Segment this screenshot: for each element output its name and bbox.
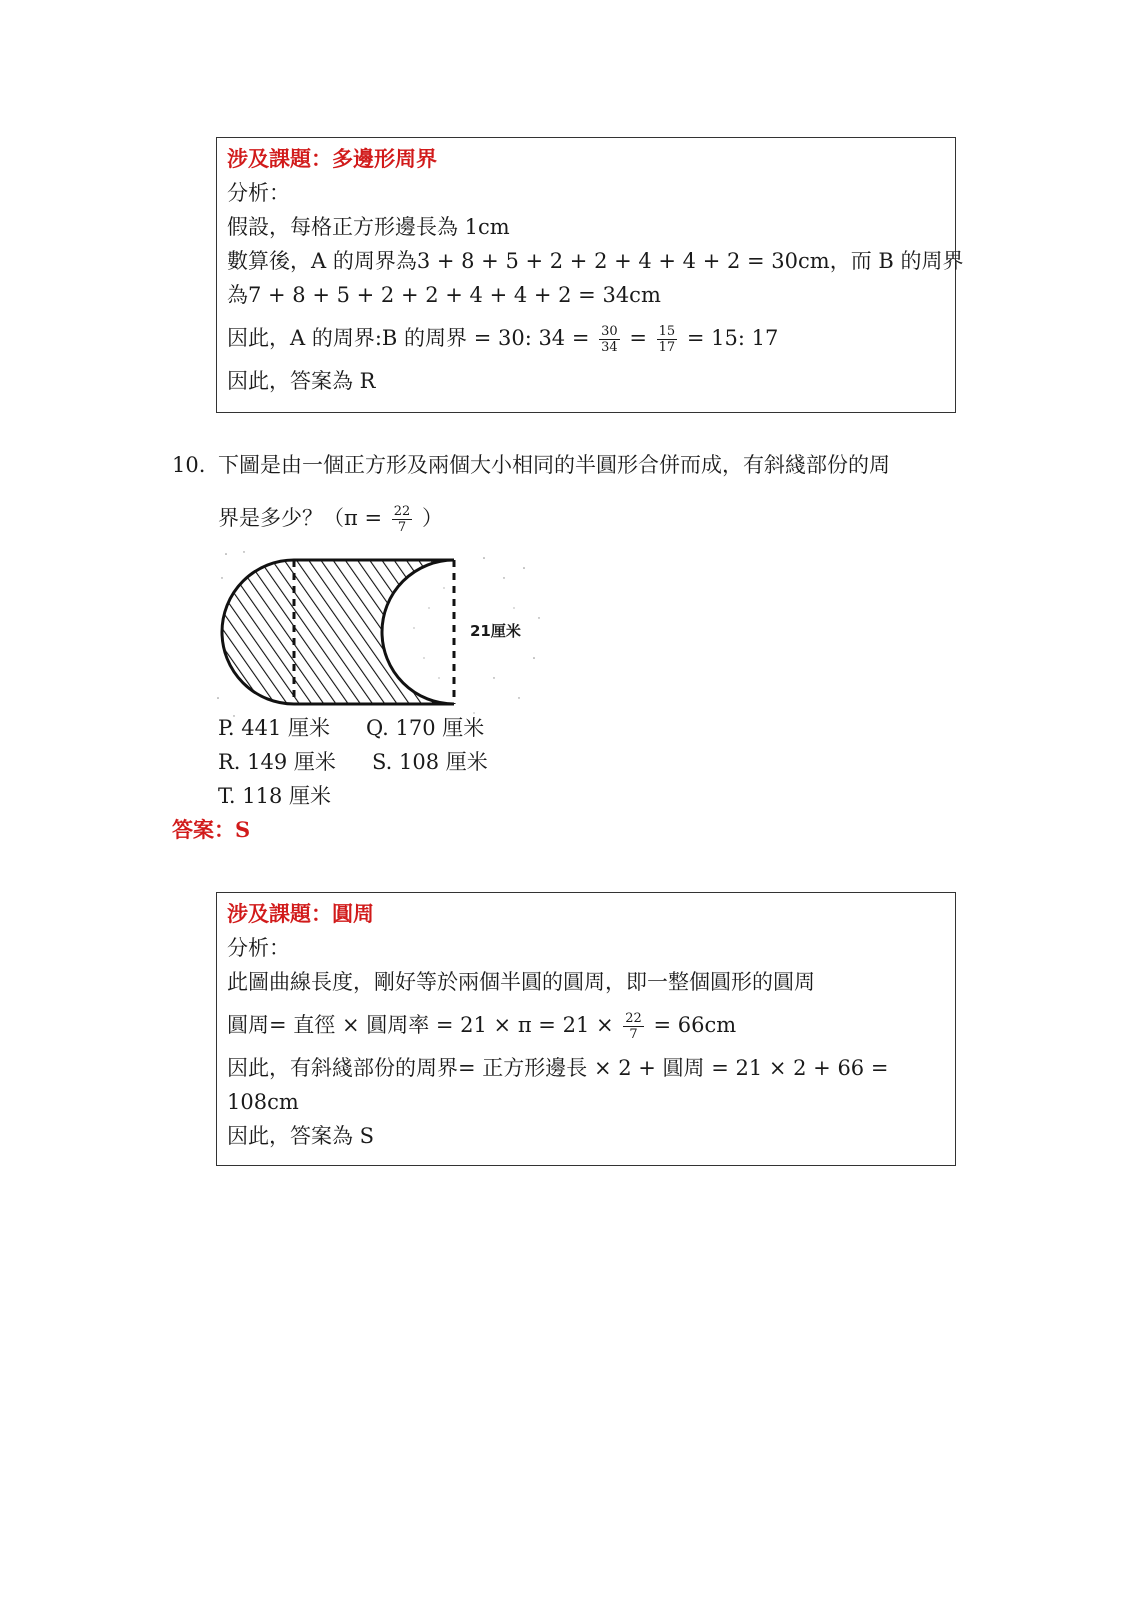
fraction-numerator: 22 bbox=[393, 504, 411, 519]
option-q: Q. 170 厘米 bbox=[366, 716, 485, 740]
conclusion-line: 因此，答案為 R bbox=[227, 369, 376, 393]
option-r: R. 149 厘米 bbox=[218, 750, 336, 774]
analysis-box-1 bbox=[216, 137, 964, 413]
fraction-denominator: 34 bbox=[601, 340, 618, 355]
ratio-prefix: 因此，A 的周界:B 的周界 = 30: 34 = bbox=[227, 326, 590, 350]
fraction-30-34 bbox=[599, 324, 620, 355]
analysis-label: 分析： bbox=[227, 936, 290, 960]
question-line-2-text: 界是多少？（π = bbox=[218, 506, 383, 530]
curve-length-line: 此圖曲線長度，剛好等於兩個半圓的圓周，即一整個圓形的圓周 bbox=[227, 970, 815, 994]
pi-fraction bbox=[392, 504, 413, 535]
perimeter-result: 108cm bbox=[227, 1090, 299, 1114]
question-line-1: 下圖是由一個正方形及兩個大小相同的半圓形合併而成，有斜綫部份的周 bbox=[218, 453, 890, 477]
fraction-numerator: 15 bbox=[658, 324, 676, 339]
option-p: P. 441 厘米 bbox=[218, 716, 330, 740]
fraction-denominator: 7 bbox=[629, 1027, 638, 1042]
question-line-2 bbox=[218, 498, 443, 538]
ratio-line bbox=[227, 318, 945, 358]
fraction-numerator: 30 bbox=[601, 324, 618, 339]
assumption-line: 假設，每格正方形邊長為 1cm bbox=[227, 215, 510, 239]
ratio-result: = 15: 17 bbox=[686, 326, 779, 350]
question-line-2-end: ） bbox=[422, 506, 443, 530]
fraction-numerator: 22 bbox=[625, 1011, 642, 1026]
dimension-label: 21厘米 bbox=[470, 622, 521, 640]
equals-sign: = bbox=[629, 326, 647, 350]
topic-heading: 涉及課題：圓周 bbox=[227, 901, 374, 926]
analysis-label: 分析： bbox=[227, 181, 290, 205]
option-t: T. 118 厘米 bbox=[218, 784, 332, 808]
question-number: 10. bbox=[172, 453, 206, 477]
circumference-prefix: 圓周= 直徑 × 圓周率 = 21 × π = 21 × bbox=[227, 1013, 614, 1037]
fraction-denominator: 7 bbox=[397, 520, 407, 535]
conclusion-line: 因此，答案為 S bbox=[227, 1124, 375, 1148]
calc-line-b: 為7 + 8 + 5 + 2 + 2 + 4 + 4 + 2 = 34cm bbox=[227, 283, 661, 307]
fraction-15-17 bbox=[657, 324, 678, 355]
hatched-region bbox=[222, 560, 454, 704]
circumference-result: = 66cm bbox=[653, 1013, 737, 1037]
calc-line-a: 數算後，A 的周界為3 + 8 + 5 + 2 + 2 + 4 + 4 + 2 = 30cm，而 B 的周界 bbox=[227, 249, 964, 273]
pi-fraction bbox=[623, 1011, 644, 1042]
topic-heading: 涉及課題：多邊形周界 bbox=[227, 146, 437, 171]
perimeter-line: 因此，有斜綫部份的周界= 正方形邊長 × 2 + 圓周 = 21 × 2 + 66 = bbox=[227, 1056, 889, 1080]
option-s: S. 108 厘米 bbox=[372, 750, 488, 774]
answer-label: 答案：S bbox=[172, 817, 251, 842]
fraction-denominator: 17 bbox=[658, 340, 676, 355]
circumference-line bbox=[227, 1005, 945, 1045]
analysis-box-2 bbox=[216, 892, 956, 1166]
